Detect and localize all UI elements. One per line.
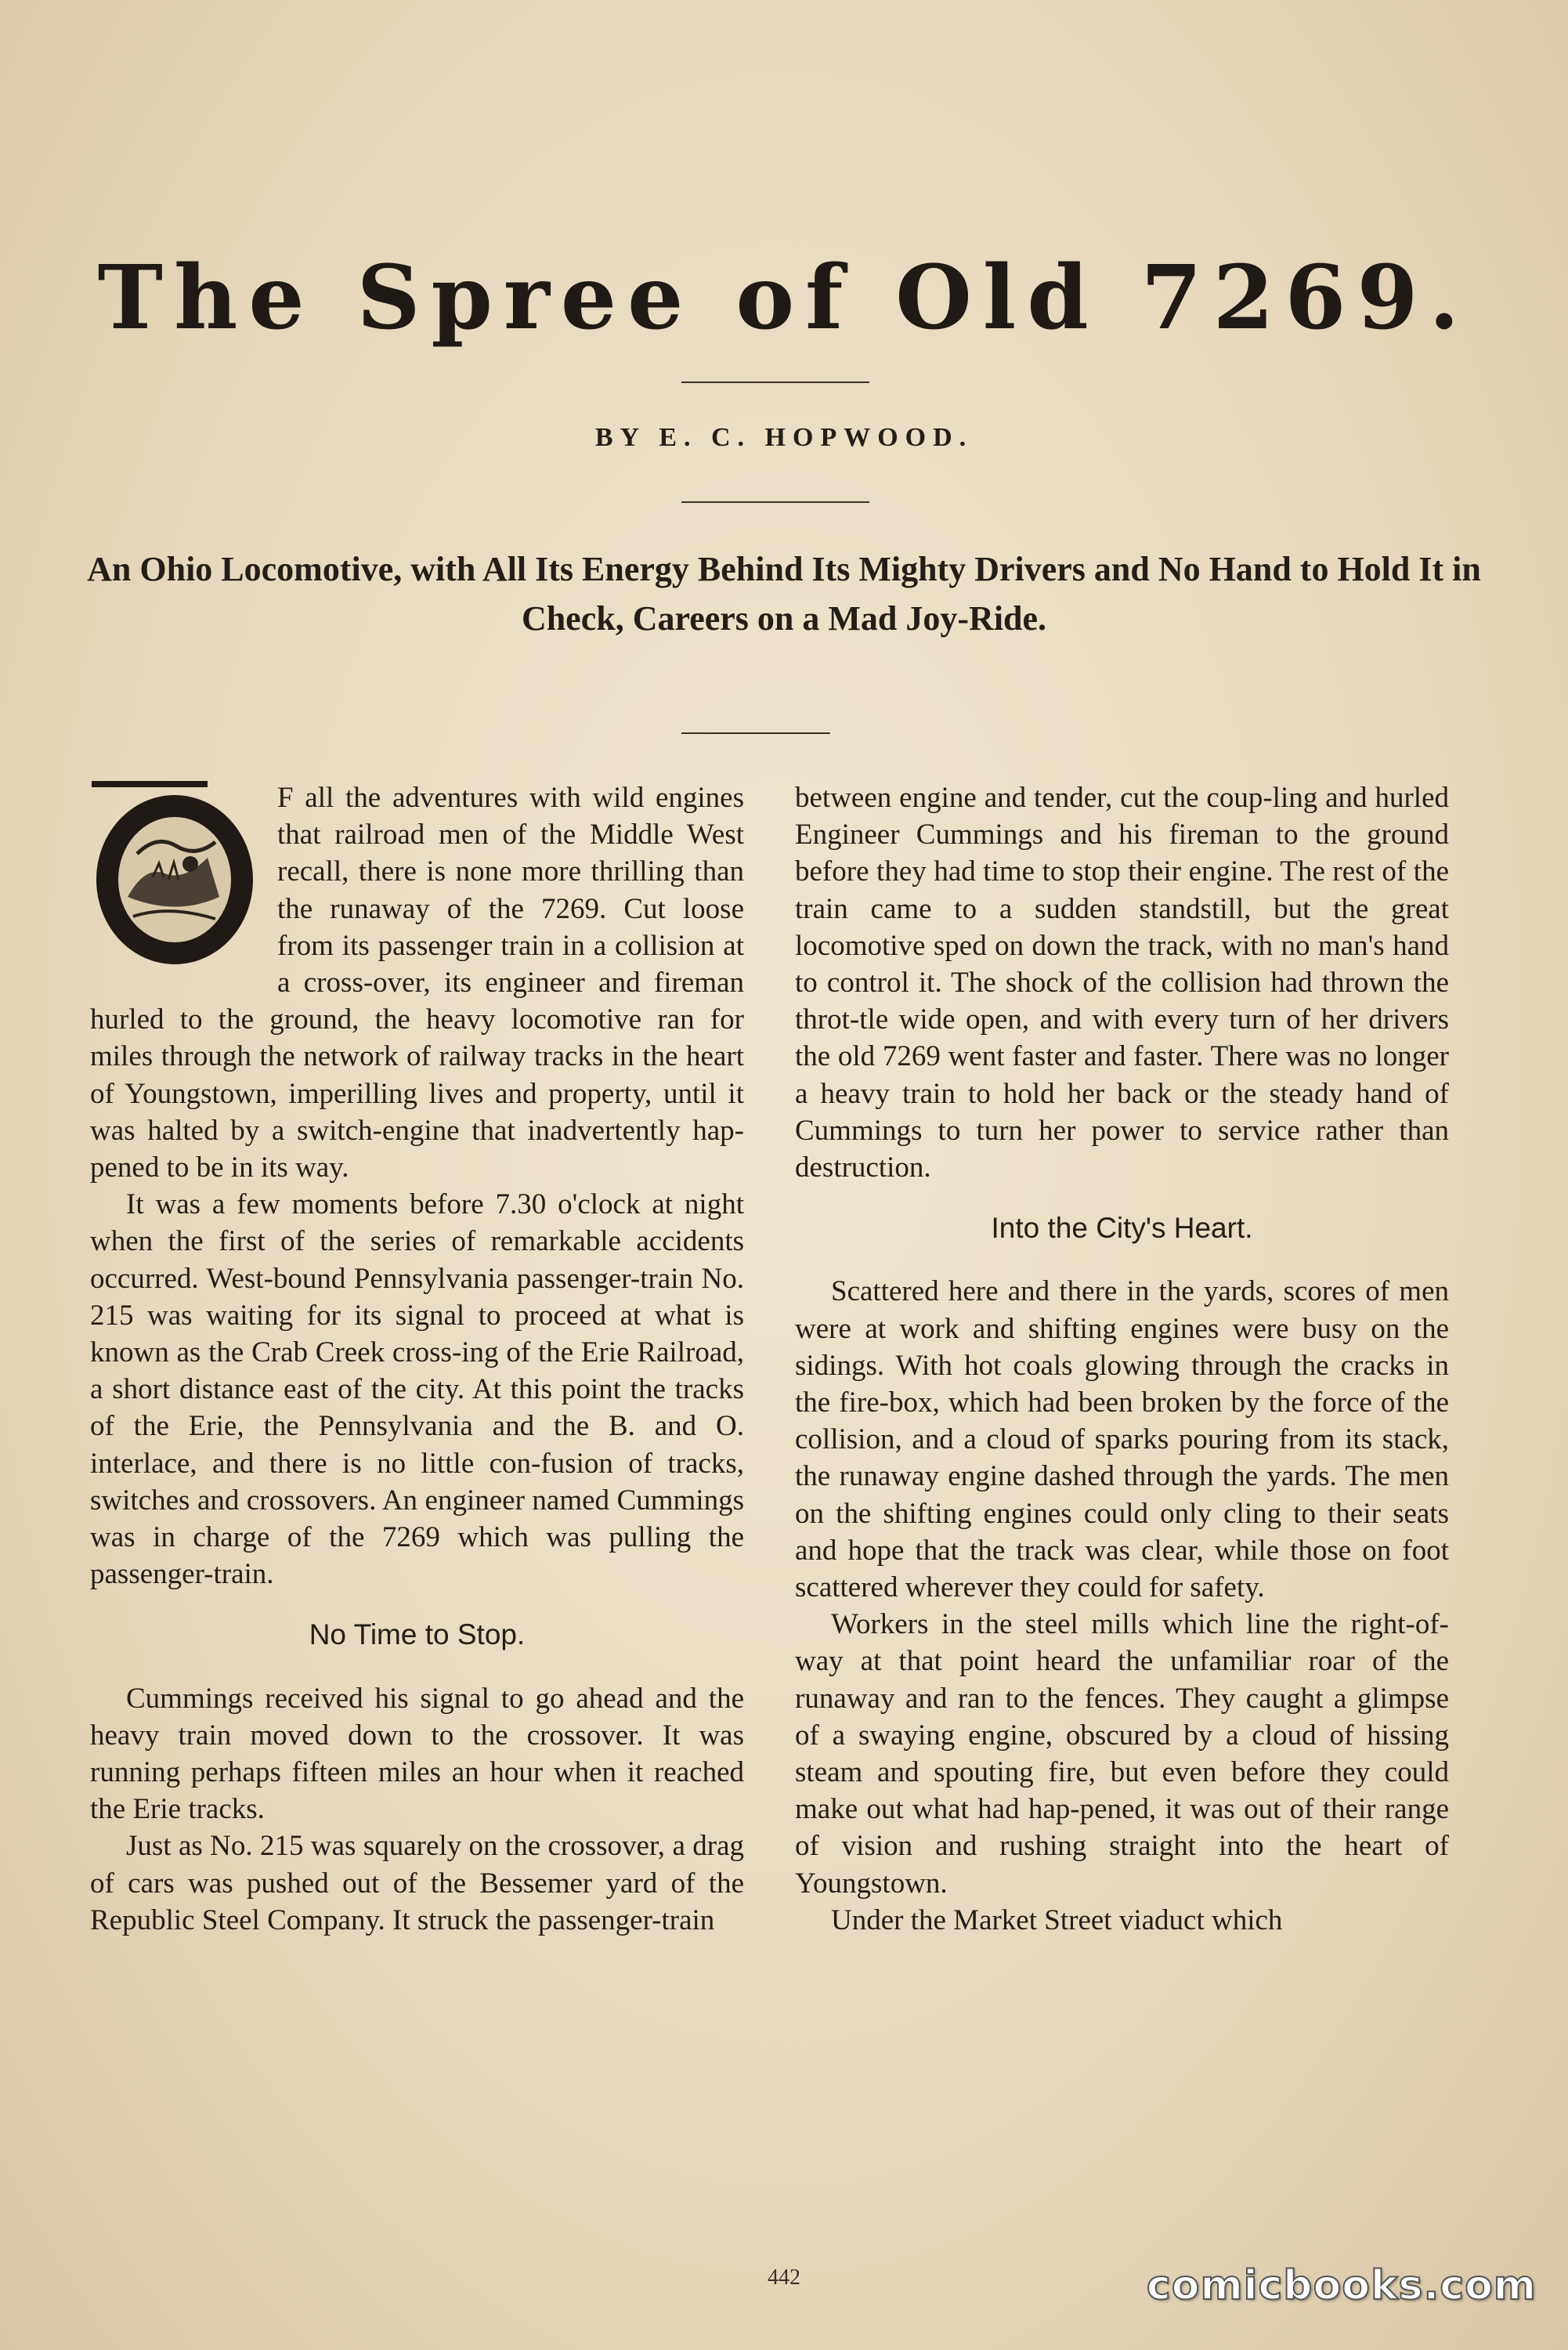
paragraph: It was a few moments before 7.30 o'clock at night when the first of the series of remarkable accidents occurred. West-bound Pennsylvania passenger-train No. 215 was waiting for its signal to proceed at what is known as the Crab Creek cross-ing of the Erie Railroad, a short distance east of the city. At this point the tracks of the Erie, the Pennsylvania and the B. and O. interlace, and there is no little con-fusion of tracks, switches and crossovers. An engineer named Cummings was in charge of the 7269 which was pulling the passenger-train. xyxy=(90,1188,744,1591)
deck-divider xyxy=(681,732,830,734)
left-column xyxy=(90,779,744,1939)
page-number: 442 xyxy=(768,2265,800,2290)
byline-divider xyxy=(681,501,869,503)
watermark: comicbooks.com xyxy=(1146,2262,1537,2309)
paragraph: Scattered here and there in the yards, scores of men were at work and shifting engines were busy on the sidings. With hot coals glowing through the cracks in the fire-box, which had been broken by the force of the collision, and a cloud of sparks pouring from its stack, the runaway engine dashed through the yards. The men on the shifting engines could only cling to their seats and hope that the track was clear, while those on foot scattered wherever they could for safety. xyxy=(795,1275,1449,1604)
paragraph: Under the Market Street viaduct which xyxy=(831,1904,1283,1936)
paragraph: Workers in the steel mills which line the right-of-way at that point heard the unfamiliar roar of the runaway and ran to the fences. They caught a glimpse of a swaying engine, obscured by a cloud of hissing steam and spouting fire, but even before they could make out what had hap-pened, it was out of their range of vision and rushing straight into the heart of Youngstown. xyxy=(795,1608,1449,1900)
paragraph: F all the adventures with wild engines that railroad men of the Middle West recall, there is none more thrilling than the runaway of the 7269. Cut loose from its passenger train in a collision at a cross-over, its engineer and fireman hurled to the ground, the heavy locomotive ran for miles through the network of railway tracks in the heart of Youngstown, imperilling lives and property, until it was halted by a switch-engine that inadvertently hap-pened to be in its way. xyxy=(90,782,744,1184)
subhead: No Time to Stop. xyxy=(309,1618,526,1651)
article-deck: An Ohio Locomotive, with All Its Energy Behind Its Mighty Drivers and No Hand to Hold It in Check, Careers on a Mad Joy-Ride. xyxy=(87,550,1481,638)
paragraph: Just as No. 215 was squarely on the crossover, a drag of cars was pushed out of the Bessemer yard of the Republic Steel Company. It struck the passenger-train xyxy=(90,1830,744,1936)
subhead: Into the City's Heart. xyxy=(991,1212,1253,1245)
article-title: The Spree of Old 7269. xyxy=(97,247,1471,349)
drop-cap-illustration xyxy=(90,779,258,967)
paragraph: Cummings received his signal to go ahead and the heavy train moved down to the crossover. It was running perhaps fifteen miles an hour when it reached the Erie tracks. xyxy=(90,1682,744,1826)
title-divider xyxy=(681,381,869,383)
byline: BY E. C. HOPWOOD. xyxy=(594,423,974,452)
right-column xyxy=(795,779,1449,1939)
paragraph: between engine and tender, cut the coup-ling and hurled Engineer Cummings and his fireman to the ground before they had time to stop their engine. The rest of the train came to a sudden standstill, but the great locomotive sped on down the track, with no man's hand to control it. The shock of the collision had thrown the throt-tle wide open, and with every turn of her drivers the old 7269 went faster and faster. There was no longer a heavy train to hold her back or the steady hand of Cummings to turn her power to service rather than destruction. xyxy=(795,782,1449,1184)
